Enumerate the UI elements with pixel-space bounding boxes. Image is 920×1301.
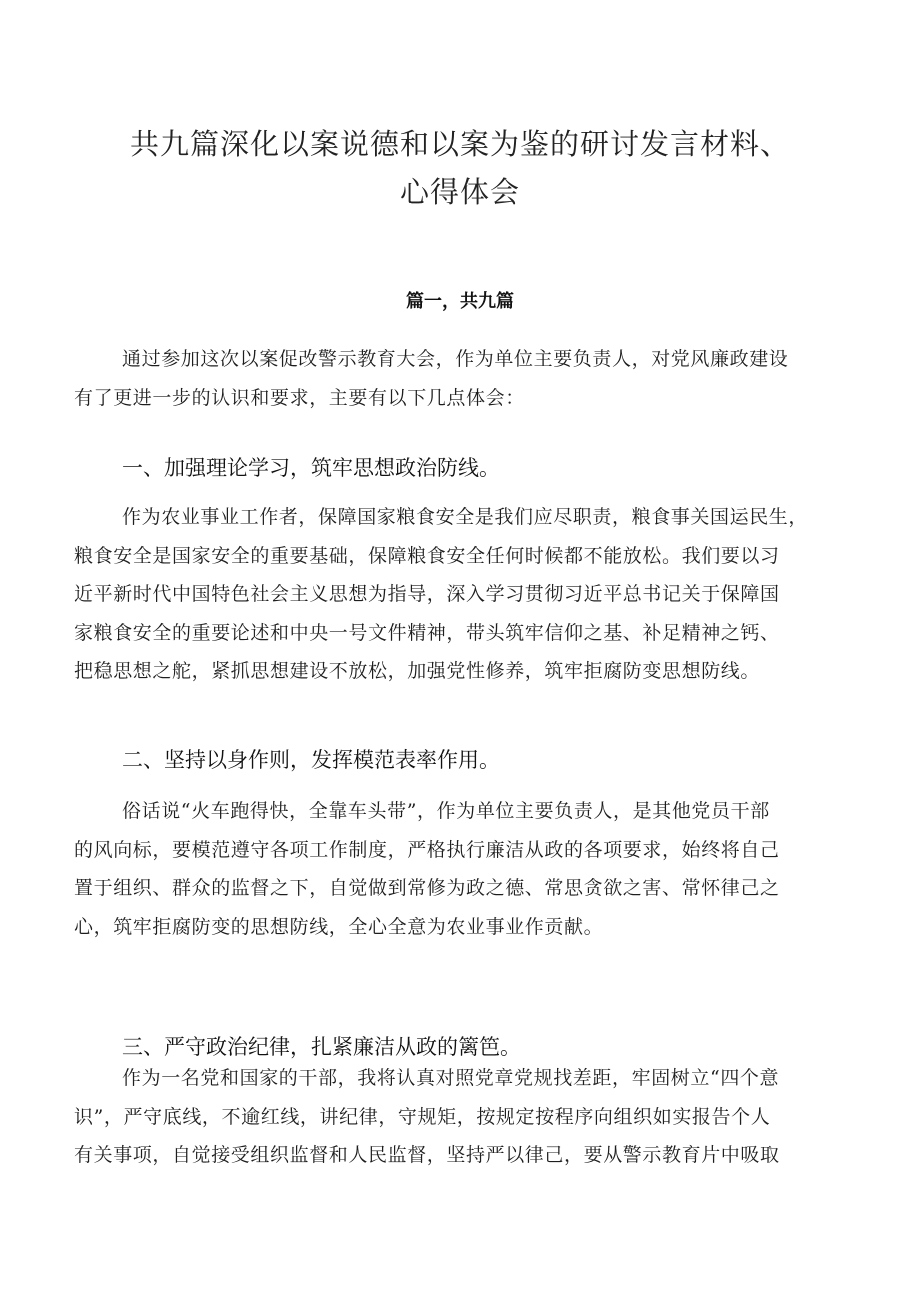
paragraph-line: 识”，严守底线，不逾红线，讲纪律，守规矩，按规定按程序向组织如实报告个人 bbox=[74, 1105, 771, 1128]
paragraph-line: 置于组织、群众的监督之下，自觉做到常修为政之德、常思贪欲之害、常怀律己之 bbox=[74, 877, 780, 899]
paragraph-1 bbox=[74, 498, 854, 691]
paragraph-2 bbox=[74, 792, 854, 946]
paragraph-line: 家粮食安全的重要论述和中央一号文件精神，带头筑牢信仰之基、补足精神之钙、 bbox=[74, 621, 780, 644]
paragraph-line: 心，筑牢拒腐防变的思想防线，全心全意为农业事业作贡献。 bbox=[74, 915, 604, 938]
paragraph-line: 通过参加这次以案促改警示教育大会，作为单位主要负责人，对党风廉政建设 bbox=[122, 348, 789, 370]
paragraph-line: 粮食安全是国家安全的重要基础，保障粮食安全任何时候都不能放松。我们要以习 bbox=[74, 544, 780, 567]
section-title: 篇一，共九篇 bbox=[406, 291, 514, 312]
paragraph-line: 俗话说“火车跑得快，全靠车头带”，作为单位主要负责人，是其他党员干部 bbox=[122, 800, 770, 822]
document-title-line-1: 共九篇深化以案说德和以案为鉴的研讨发言材料、 bbox=[129, 127, 790, 161]
heading-2: 二、坚持以身作则，发挥模范表率作用。 bbox=[122, 748, 500, 772]
paragraph-line: 作为一名党和国家的干部，我将认真对照党章党规找差距，牢固树立“四个意 bbox=[122, 1067, 780, 1089]
heading-1: 一、加强理论学习，筑牢思想政治防线。 bbox=[122, 456, 500, 480]
paragraph-line: 作为农业事业工作者，保障国家粮食安全是我们应尽职责，粮食事关国运民生， bbox=[122, 506, 809, 528]
paragraph-line: 的风向标，要模范遵守各项工作制度，严格执行廉洁从政的各项要求，始终将自己 bbox=[74, 838, 780, 861]
paragraph-3 bbox=[74, 1059, 854, 1175]
paragraph-line: 有了更进一步的认识和要求，主要有以下几点体会： bbox=[74, 386, 525, 409]
paragraph-line: 把稳思想之舵，紧抓思想建设不放松，加强党性修养，筑牢拒腐防变思想防线。 bbox=[74, 660, 761, 682]
intro-paragraph bbox=[74, 340, 854, 417]
paragraph-line: 有关事项，自觉接受组织监督和人民监督，坚持严以律己，要从警示教育片中吸取 bbox=[74, 1144, 780, 1166]
heading-3: 三、严守政治纪律，扎紧廉洁从政的篱笆。 bbox=[122, 1035, 521, 1059]
document-title-line-2: 心得体会 bbox=[399, 175, 520, 209]
paragraph-line: 近平新时代中国特色社会主义思想为指导，深入学习贯彻习近平总书记关于保障国 bbox=[74, 583, 780, 605]
